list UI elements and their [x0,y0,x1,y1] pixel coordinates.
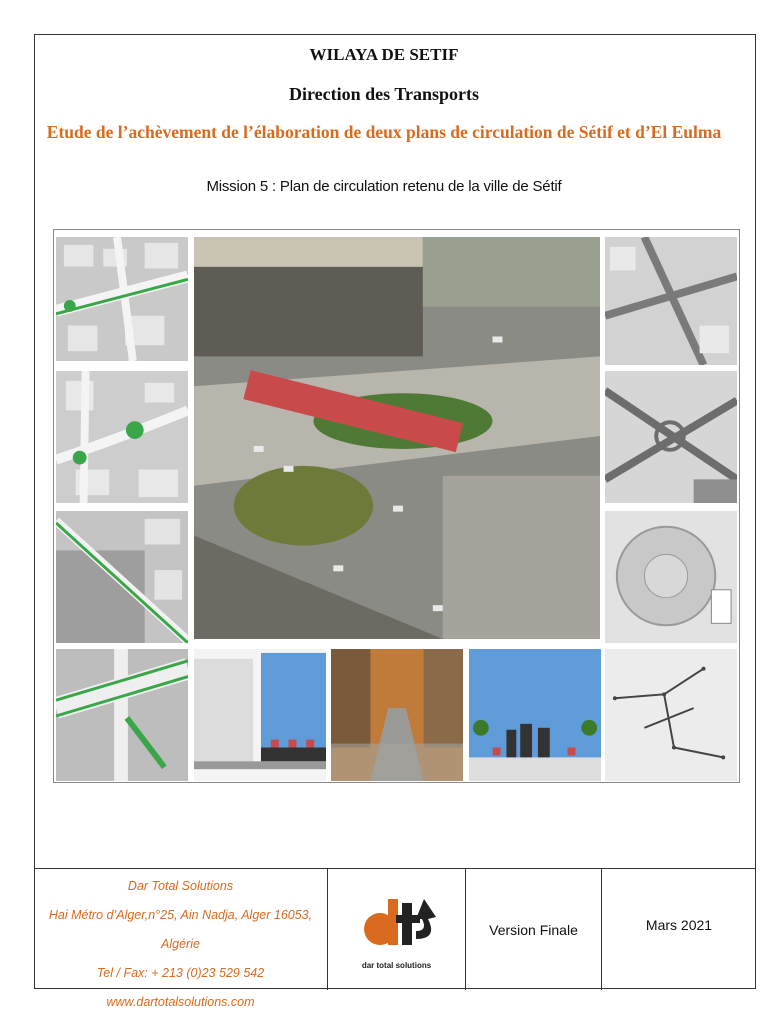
map-image-intersection [55,236,189,362]
map-image-road-corridor [55,510,189,644]
aerial-photo-tramway [193,236,601,640]
company-website[interactable]: www.dartotalsolutions.com [106,995,255,1009]
image-collage [53,229,740,783]
street-sketch-image [193,648,327,782]
street-photo [330,648,464,782]
direction-title: Direction des Transports [288,84,479,104]
map-image-green-lanes [55,648,189,782]
company-phone: Tel / Fax: + 213 (0)23 529 542 [96,966,265,980]
footer [34,868,756,1009]
version-label: Version Finale [489,921,578,938]
company-contact [34,869,328,1009]
map-image-roundabouts [55,370,189,504]
street-cross-section-image [468,648,602,782]
date-label: Mars 2021 [645,917,713,933]
map-image-ring-road [604,510,738,644]
map-image-network [604,648,738,782]
logo-cell [328,869,466,990]
mission-title: Mission 5 : Plan de circulation retenu de la ville de Sétif [206,178,562,195]
date-cell [602,869,756,990]
map-image-interchange [604,370,738,504]
study-title: Etude de l’achèvement de l’élaboration de deux plans de circulation de Sétif et d’El Eulma [46,122,722,142]
logo-text: dar total solutions [361,961,432,970]
wilaya-title: WILAYA DE SETIF [309,45,459,64]
company-logo [328,869,466,990]
company-address: Hai Métro d’Alger,n°25, Ain Nadja, Alger 16053, Algérie [48,908,313,951]
map-image-crossroads [604,236,738,366]
version-cell [466,869,602,990]
company-name: Dar Total Solutions [127,879,234,893]
